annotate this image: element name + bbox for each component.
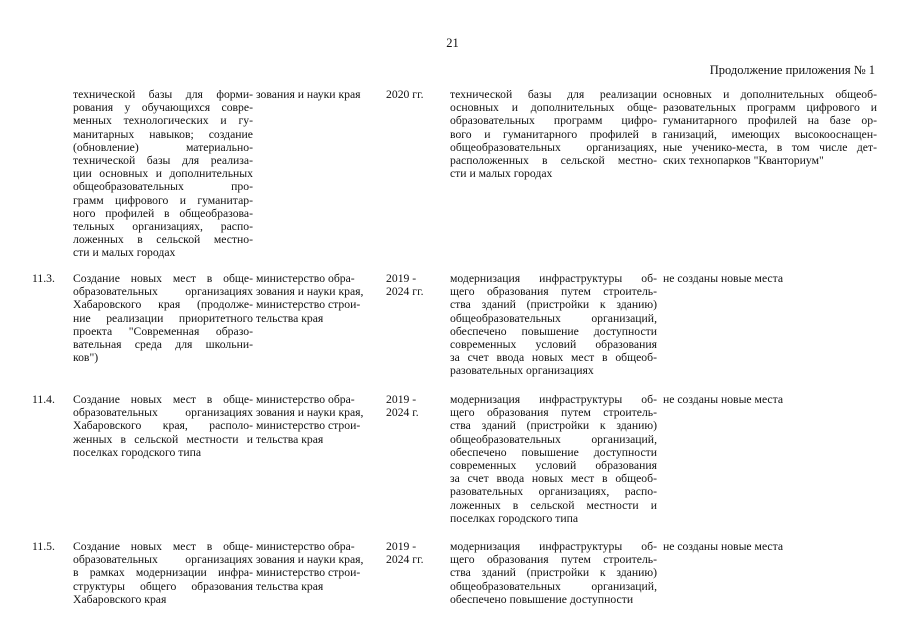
text-line: обеспечено повышение доступности — [450, 324, 657, 338]
text-line: тельства края — [256, 311, 324, 325]
text-line: зования и науки края, — [256, 285, 364, 299]
text-line: министерство обра- — [256, 272, 355, 285]
expected-result — [450, 272, 657, 378]
text-line: обеспечено повышение доступности — [450, 445, 657, 459]
text-line: Хабаровского края, располо- — [73, 419, 253, 433]
responsible-executor — [256, 88, 361, 101]
text-line: 2024 гг. — [386, 285, 424, 299]
text-line: 2019 - — [386, 272, 417, 285]
text-line: 2019 - — [386, 393, 417, 406]
text-line: министерство строи- — [256, 419, 361, 433]
text-line: тельных организациях, распо- — [73, 220, 253, 234]
text-line: в рамках модернизации инфра- — [73, 566, 253, 580]
text-line: грамм цифрового и гуманитар- — [73, 193, 253, 207]
text-line: модернизация инфраструктуры об- — [450, 540, 657, 553]
text-line: разовательных организациях, распо- — [450, 485, 657, 499]
text-line: щего образования путем строитель- — [450, 553, 657, 567]
text-line: современных условий образования — [450, 338, 657, 352]
text-line: Хабаровского края (продолже- — [73, 298, 253, 312]
row-number: 11.3. — [32, 272, 55, 285]
text-line: вательная среда для школьни- — [73, 338, 253, 352]
text-line: вого и гуманитарного профилей в — [450, 127, 657, 141]
text-line: ганизаций, имеющих высокооснащен- — [663, 127, 877, 141]
text-line: поселках городского типа — [73, 445, 202, 459]
text-line: основных и дополнительных общеоб- — [663, 88, 877, 101]
consequences-of-non-implementation — [663, 88, 877, 167]
measure-description — [73, 540, 253, 606]
text-line: расположенных в сельской местно- — [450, 154, 657, 168]
text-line: ства зданий (пристройки к зданию) — [450, 298, 657, 312]
text-line: технической базы для реализа- — [73, 154, 253, 168]
text-line: тельства края — [256, 579, 324, 593]
text-line: министерство обра- — [256, 393, 355, 406]
text-line: обеспечено повышение доступности — [450, 592, 634, 606]
text-line: поселках городского типа — [450, 511, 579, 525]
text-line: ложенных в сельской местно- — [73, 233, 253, 247]
text-line: Хабаровского края — [73, 592, 167, 606]
text-line: гуманитарного профилей на базе ор- — [663, 114, 877, 128]
text-line: 2020 гг. — [386, 88, 424, 101]
text-line: щего образования путем строитель- — [450, 406, 657, 420]
text-line: не созданы новые места — [663, 272, 784, 285]
text-line: модернизация инфраструктуры об- — [450, 393, 657, 406]
text-line: 2024 г. — [386, 406, 419, 420]
implementation-period — [386, 88, 424, 101]
text-line: структуры общего образования — [73, 579, 253, 593]
text-line: ства зданий (пристройки к зданию) — [450, 419, 657, 433]
row-number: 11.4. — [32, 393, 55, 406]
text-line: Создание новых мест в обще- — [73, 393, 253, 406]
text-line: технической базы для реализации — [450, 88, 657, 101]
text-line: министерство строи- — [256, 298, 361, 312]
measure-description — [73, 88, 253, 260]
text-line: основных и дополнительных обще- — [450, 101, 657, 115]
text-line: зования и науки края — [256, 88, 361, 101]
responsible-executor — [256, 272, 363, 325]
text-line: проекта "Современная образо- — [73, 324, 253, 338]
text-line: ные ученико-места, в том числе дет- — [663, 140, 877, 154]
expected-result — [450, 540, 657, 606]
text-line: модернизация инфраструктуры об- — [450, 272, 657, 285]
text-line: образовательных организациях — [73, 406, 253, 420]
text-line: женных в сельской местности и — [73, 432, 253, 446]
implementation-period — [386, 272, 424, 298]
text-line: разовательных программ цифрового и — [663, 101, 877, 115]
text-line: министерство строи- — [256, 566, 361, 580]
text-line: щего образования путем строитель- — [450, 285, 657, 299]
responsible-executor — [256, 540, 363, 593]
text-line: ного профилей в общеобразова- — [73, 206, 253, 220]
text-line: Создание новых мест в обще- — [73, 272, 253, 285]
text-line: (обновление) материально- — [73, 140, 253, 154]
consequences-of-non-implementation — [663, 540, 877, 553]
text-line: рования у обучающихся совре- — [73, 101, 253, 115]
text-line: общеобразовательных организаций, — [450, 579, 657, 593]
text-line: 2024 гг. — [386, 553, 424, 567]
text-line: ских технопарков "Кванториум" — [663, 154, 824, 168]
consequences-of-non-implementation — [663, 393, 877, 406]
text-line: общеобразовательных организациях, — [450, 140, 657, 154]
text-line: за счет ввода новых мест в общеоб- — [450, 472, 657, 486]
appendix-continuation-label: Продолжение приложения № 1 — [709, 63, 875, 77]
text-line: ложенных в сельской местности и — [450, 498, 657, 512]
responsible-executor — [256, 393, 363, 446]
text-line: ства зданий (пристройки к зданию) — [450, 566, 657, 580]
text-line: образовательных программ цифро- — [450, 114, 657, 128]
expected-result — [450, 88, 657, 180]
text-line: ции основных и дополнительных — [73, 167, 253, 181]
text-line: не созданы новые места — [663, 540, 784, 553]
text-line: общеобразовательных организаций, — [450, 432, 657, 446]
text-line: сти и малых городах — [450, 167, 553, 181]
text-line: за счет ввода новых мест в общеоб- — [450, 351, 657, 365]
page-number: 21 — [446, 36, 459, 50]
text-line: зования и науки края, — [256, 553, 364, 567]
implementation-period — [386, 393, 419, 419]
text-line: разовательных организациях — [450, 364, 594, 378]
text-line: тельства края — [256, 432, 324, 446]
text-line: современных условий образования — [450, 459, 657, 473]
text-line: образовательных организациях — [73, 285, 253, 299]
measure-description — [73, 393, 253, 459]
text-line: ние реализации приоритетного — [73, 311, 253, 325]
row-number: 11.5. — [32, 540, 55, 553]
text-line: министерство обра- — [256, 540, 355, 553]
expected-result — [450, 393, 657, 525]
text-line: манитарных навыков; создание — [73, 127, 253, 141]
text-line: зования и науки края, — [256, 406, 364, 420]
text-line: Создание новых мест в обще- — [73, 540, 253, 553]
text-line: не созданы новые места — [663, 393, 784, 406]
consequences-of-non-implementation — [663, 272, 877, 285]
text-line: образовательных организациях — [73, 553, 253, 567]
text-line: общеобразовательных организаций, — [450, 311, 657, 325]
measure-description — [73, 272, 253, 364]
text-line: технической базы для форми- — [73, 88, 253, 101]
text-line: 2019 - — [386, 540, 417, 553]
text-line: сти и малых городах — [73, 246, 176, 260]
text-line: менных технологических и гу- — [73, 114, 253, 128]
text-line: общеобразовательных про- — [73, 180, 253, 194]
implementation-period — [386, 540, 424, 566]
text-line: ков") — [73, 351, 99, 365]
